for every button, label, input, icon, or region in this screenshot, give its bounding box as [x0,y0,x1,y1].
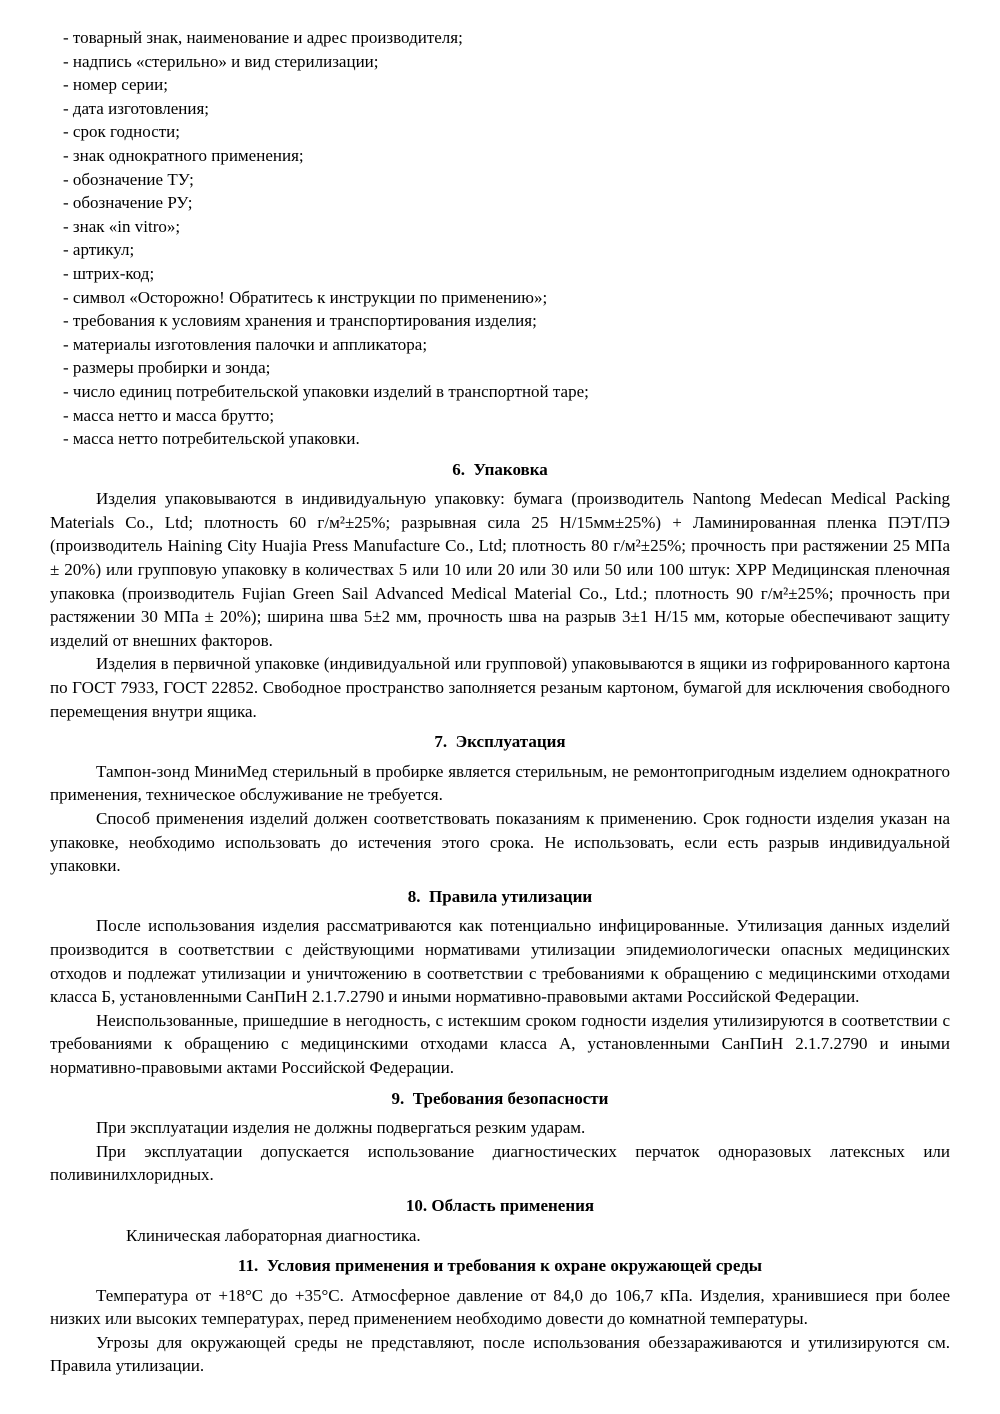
list-item: - материалы изготовления палочки и аппликатора; [63,334,428,354]
paragraph: Изделия упаковываются в индивидуальную упаковку: бумага (производитель Nantong Medecan Medical Packing Materials Co., Ltd; плотность 60 г/м²±25%; разрывная сила 25 Н/15мм±25%) + Ламинированная пленка ПЭТ/ПЭ (производитель Haining City Huajia Press Manufacture Co., Ltd; плотность 80 г/м²±25%; прочность при растяжении 25 МПа ± 20%) или групповую упаковку в количествах 5 или 10 или 20 или 30 или 50 или 100 штук: ХРР Медицинская пленочная упаковка (производитель Fujian Green Sail Advanced Medical Material Co., Ltd.; плотность 90 г/м²±25%; прочность при растяжении 30 МПа ± 20%); ширина шва 5±2 мм, прочность шва на разрыв 3±1 Н/15 мм, которые обеспечивают защиту изделий от внешних факторов. [50,489,950,650]
paragraph: Изделия в первичной упаковке (индивидуальной или групповой) упаковываются в ящики из гофрированного картона по ГОСТ 7933, ГОСТ 22852. Свободное пространство заполняется резаным картоном, бумагой для исключения свободного перемещения внутри ящика. [50,654,950,721]
section-heading: 10. Область применения [405,1195,595,1215]
list-item: - знак однократного применения; [63,145,304,165]
paragraph: При эксплуатации изделия не должны подвергаться резким ударам. [96,1118,586,1138]
list-item: - требования к условиям хранения и транспортирования изделия; [63,311,537,331]
paragraph: После использования изделия рассматриваются как потенциально инфицированные. Утилизация данных изделий производится в соответствии с действующими нормативами утилизации эпидемиологически опасных медицинских отходов и подлежат утилизации и уничтожению в соответствии с требованиями к обращению с медицинскими отходами класса Б, установленными СанПиН 2.1.7.2790 и иными нормативно-правовыми актами Российской Федерации. [50,916,950,1007]
list-item: - знак «in vitro»; [63,216,181,236]
list-item: - символ «Осторожно! Обратитесь к инструкции по применению»; [63,287,548,307]
section-heading: 11. Условия применения и требования к охране окружающей среды [237,1256,763,1276]
paragraph: Клиническая лабораторная диагностика. [126,1225,421,1245]
list-item: - срок годности; [63,122,180,142]
list-item: - число единиц потребительской упаковки изделий в транспортной таре; [63,381,589,401]
paragraph: При эксплуатации допускается использование диагностических перчаток одноразовых латексных или поливинилхлоридных. [50,1141,950,1185]
paragraph: Угрозы для окружающей среды не представляют, после использования обеззараживаются и утилизируются см. Правила утилизации. [50,1332,950,1376]
list-item: - номер серии; [63,75,168,95]
section-heading: 6. Упаковка [452,459,548,479]
list-item: - дата изготовления; [63,98,210,118]
list-item: - артикул; [63,240,135,260]
list-item: - масса нетто и масса брутто; [63,405,275,425]
section-heading: 9. Требования безопасности [391,1088,609,1108]
section-disposal-rules [50,885,950,1080]
section-heading: 7. Эксплуатация [434,732,566,752]
list-item: - надпись «стерильно» и вид стерилизации; [63,51,379,71]
section-operation [50,730,950,878]
list-item: - размеры пробирки и зонда; [63,358,271,378]
section-application-area [50,1194,950,1247]
list-item: - товарный знак, наименование и адрес производителя; [63,28,463,47]
list-item: - обозначение РУ; [63,193,193,213]
section-packaging [50,458,950,724]
paragraph: Неиспользованные, пришедшие в негодность, с истекшим сроком годности изделия утилизируются в соответствии с требованиями к обращению с медицинскими отходами класса А, установленными СанПиН 2.1.7.2790 и иными нормативно-правовыми актами Российской Федерации. [50,1010,950,1077]
section-heading: 8. Правила утилизации [407,886,593,906]
paragraph: Тампон-зонд МиниМед стерильный в пробирке является стерильным, не ремонтопригодным изделием однократного применения, техническое обслуживание не требуется. [50,761,950,805]
section-environment-conditions [50,1254,950,1378]
paragraph: Температура от +18°С до +35°С. Атмосферное давление от 84,0 до 106,7 кПа. Изделия, хранившиеся при более низких или высоких температурах, перед применением необходимо довести до комнатной температуры. [50,1285,950,1329]
labeling-requirements-list [50,26,950,451]
paragraph: Способ применения изделий должен соответствовать показаниям к применению. Срок годности изделия указан на упаковке, необходимо использовать до истечения этого срока. Не использовать, если есть разрыв индивидуальной упаковки. [50,809,950,876]
list-item: - обозначение ТУ; [63,169,194,189]
section-safety-requirements [50,1087,950,1187]
list-item: - масса нетто потребительской упаковки. [63,429,360,449]
list-item: - штрих-код; [63,263,155,283]
